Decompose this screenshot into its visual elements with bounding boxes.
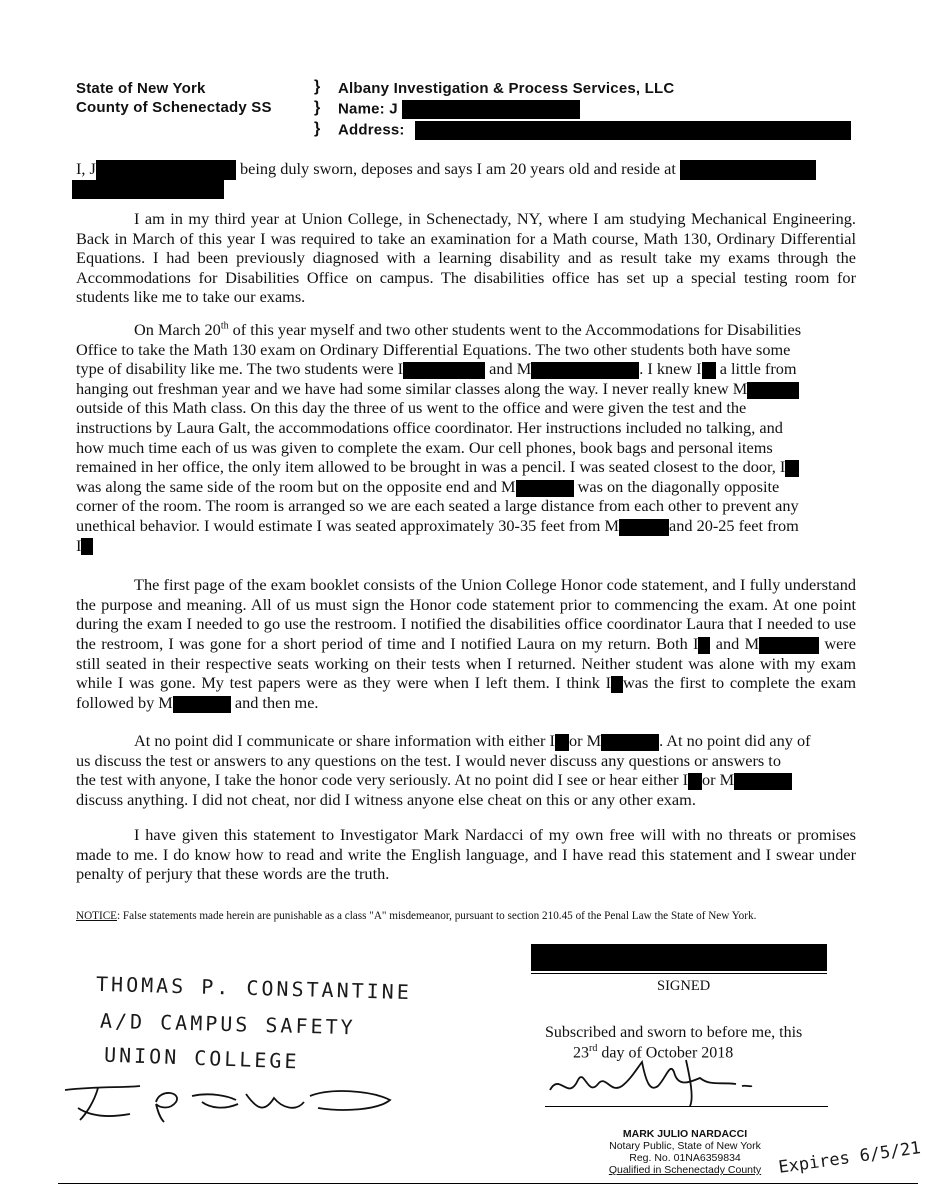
p2-line: type of disability like me. The two students were I and M . I knew I a little from xyxy=(76,359,797,379)
redaction-bar xyxy=(601,734,659,751)
p2-line: outside of this Math class. On this day the three of us went to the office and were given the test and the xyxy=(76,398,747,418)
redaction-bar xyxy=(516,480,574,497)
paragraph-5 xyxy=(76,825,856,884)
witness-org: UNION COLLEGE xyxy=(103,1042,300,1074)
notice-line xyxy=(76,910,756,922)
signature-redaction xyxy=(531,944,827,971)
paragraph-2 xyxy=(76,320,866,555)
redaction-bar xyxy=(785,460,799,477)
redaction-bar xyxy=(403,362,485,379)
signature-line xyxy=(531,973,827,974)
paragraph-5-text: I have given this statement to Investigator Mark Nardacci of my own free will with no threats or promises made to me. I do know how to read and write the English language, and I have read this statement and I swear under penalty of perjury that these words are the truth. xyxy=(76,825,856,884)
witness-signature xyxy=(60,1078,420,1128)
bottom-rule xyxy=(58,1183,918,1184)
p4-line: us discuss the test or answers to any questions on the test. I would never discuss any questions or answers to xyxy=(76,750,781,770)
redaction-bar xyxy=(702,362,716,379)
redaction-bar xyxy=(402,100,580,119)
redaction-bar xyxy=(759,637,819,654)
paragraph-1-text: I am in my third year at Union College, in Schenectady, NY, where I am studying Mechanical Engineering. Back in March of this year I was required to take an examination for a Math course, Math 130, Ordinary Differential Equations. I had been previously diagnosed with a learning disability and as result take my exams through the Accommodations for Disabilities Office on campus. The disabilities office has set up a special testing room for students like me to take our exams. xyxy=(76,209,856,307)
name-field xyxy=(338,100,580,119)
p4-line: discuss anything. I did not cheat, nor did I witness anyone else cheat on this or any other exam. xyxy=(76,789,696,809)
sworn-line-1: Subscribed and sworn to before me, this xyxy=(545,1024,803,1041)
p2-line: Office to take the Math 130 exam on Ordinary Differential Equations. The two other students both have some xyxy=(76,339,791,359)
intro-prefix: I, J xyxy=(76,159,96,178)
notice-text: : False statements made herein are punishable as a class "A" misdemeanor, pursuant to section 210.45 of the Penal Law the State of New York. xyxy=(117,910,757,922)
sworn-line-2: 23rd day of October 2018 xyxy=(573,1043,734,1062)
redaction-bar xyxy=(173,696,231,713)
witness-name: THOMAS P. CONSTANTINE xyxy=(95,971,413,1005)
redaction-bar xyxy=(698,637,710,654)
address-field xyxy=(338,121,851,140)
redaction-bar xyxy=(81,538,93,555)
notary-signature xyxy=(540,1042,790,1112)
p2-line: instructions by Laura Galt, the accommodations office coordinator. Her instructions included no talking, and xyxy=(76,417,783,437)
signed-label: SIGNED xyxy=(657,978,711,994)
p4-line: At no point did I communicate or share information with either I or M . At no point did any of xyxy=(134,731,811,750)
brace-3: } xyxy=(314,120,321,137)
notary-reg: Reg. No. 01NA6359834 xyxy=(629,1152,741,1164)
redaction-bar xyxy=(734,773,792,790)
redaction-bar xyxy=(611,676,623,693)
p2-line: corner of the room. The room is arranged so we are each seated a large distance from each other to prevent any xyxy=(76,496,799,516)
p2-line: was along the same side of the room but on the opposite end and M was on the diagonally opposite xyxy=(76,476,780,496)
redaction-bar xyxy=(415,121,851,140)
redaction-bar xyxy=(72,180,224,199)
address-label: Address: xyxy=(338,121,405,139)
redaction-bar xyxy=(680,160,816,180)
redaction-bar xyxy=(619,519,669,536)
paragraph-1 xyxy=(76,209,856,307)
notary-signature-line xyxy=(545,1106,828,1107)
redaction-bar xyxy=(96,160,236,180)
p2-line: remained in her office, the only item allowed to be brought in was a pencil. I was seated closest to the door, I xyxy=(76,457,866,477)
notary-stamp xyxy=(560,1128,810,1176)
company-name: Albany Investigation & Process Services, LLC xyxy=(338,80,675,97)
paragraph-3-text: The first page of the exam booklet consists of the Union College Honor code statement, and I fully understand the purpose and meaning. All of us must sign the Honor code statement prior to commencing the exam. At one point during the exam I needed to go use the restroom. I notified the disabilities office coordinator Laura that I needed to use the restroom, I was gone for a short period of time and I notified Laura on my return. xyxy=(76,575,856,653)
brace-2: } xyxy=(314,99,321,116)
county-label: County of Schenectady SS xyxy=(76,99,272,116)
intro-text: being duly sworn, deposes and says I am 20 years old and reside at xyxy=(239,159,676,178)
p4-line: the test with anyone, I take the honor code very seriously. At no point did I see or hear either I or M xyxy=(76,770,866,790)
p2-line: hanging out freshman year and we have had some similar classes along the way. I never really knew M xyxy=(76,379,866,399)
brace-1: } xyxy=(314,78,321,95)
redaction-bar xyxy=(688,773,702,790)
notary-name: MARK JULIO NARDACCI xyxy=(622,1128,748,1140)
notary-expiry: Expires 6/5/21 xyxy=(777,1138,922,1178)
paragraph-3: The first page of the exam booklet consists of the Union College Honor code statement, and I fully understand the purpose and meaning. All of us must sign the Honor code statement prior to commencing the exam. At one point during the exam I needed to go use the restroom. I notified the disabilities office coordinator Laura that I needed to use the restroom, I was gone for a short period of time and I notified Laura on my return. Both I and M were still seated in their respective seats working on their tests when I returned. Neither student was alone with my exam while I was gone. My test papers were as they were when I left them. I think I was the first to complete the exam followed by M and then me. xyxy=(76,575,857,712)
notary-title: Notary Public, State of New York xyxy=(609,1140,761,1152)
p2-line: On March 20th of this year myself and two other students went to the Accommodations for Disabilities xyxy=(134,320,802,339)
p2-line: I xyxy=(76,536,866,556)
p2-line: how much time each of us was given to complete the exam. Our cell phones, book bags and personal items xyxy=(76,437,773,457)
notice-label: NOTICE xyxy=(76,910,118,922)
redaction-bar xyxy=(747,382,799,399)
redaction-bar xyxy=(531,362,639,379)
paragraph-4 xyxy=(76,731,866,809)
notary-county: Qualified in Schenectady County xyxy=(608,1164,762,1176)
name-label: Name: J xyxy=(338,100,398,118)
redaction-bar xyxy=(555,734,569,751)
state-label: State of New York xyxy=(76,80,206,97)
intro-line xyxy=(76,159,816,180)
p2-line: unethical behavior. I would estimate I was seated approximately 30-35 feet from M and 20-25 feet from xyxy=(76,515,799,535)
witness-title: A/D CAMPUS SAFETY xyxy=(99,1008,356,1040)
